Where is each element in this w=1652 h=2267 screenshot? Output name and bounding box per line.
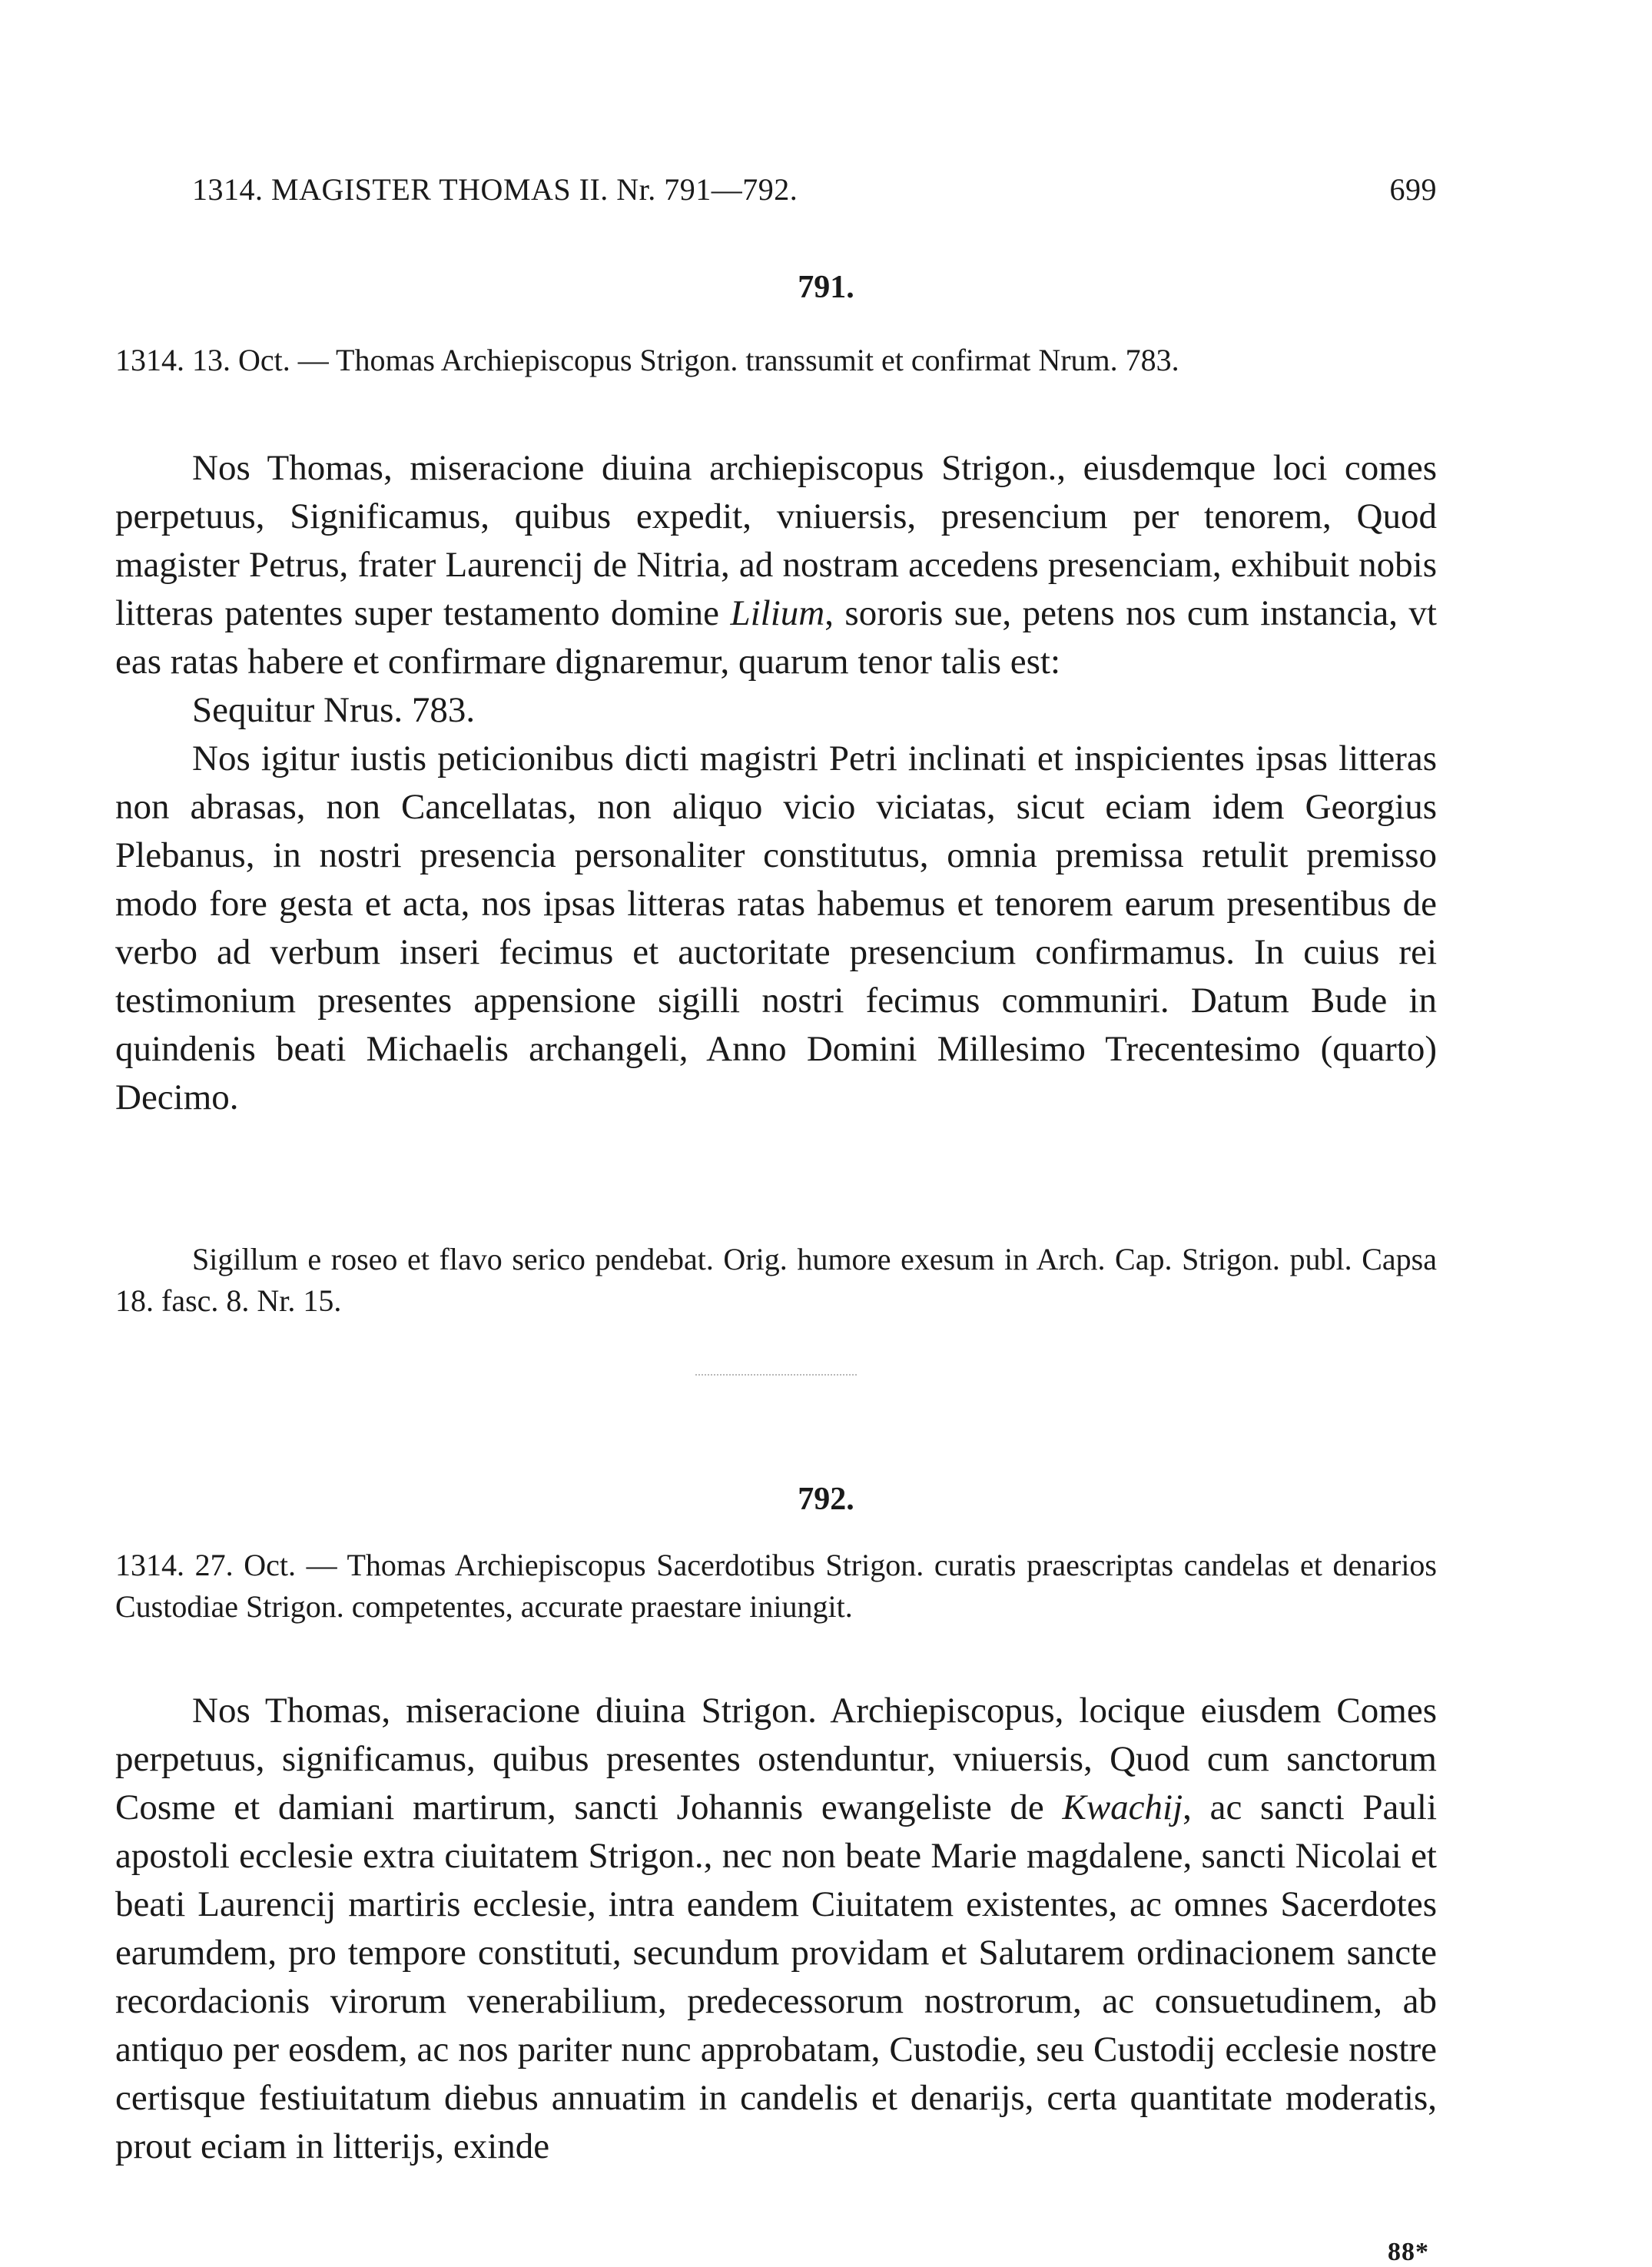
- document-number-792: 792.: [798, 1482, 854, 1517]
- sequitur-line: Sequitur Nrus. 783.: [192, 690, 476, 730]
- archival-note-791: [115, 1239, 1437, 1322]
- paragraph-791-1-text-b: , sororis sue, petens nos cum instancia, vt eas ratas habere et confirmare dignaremur, quarum tenor talis est:: [115, 593, 1437, 682]
- archival-note-text: Sigillum e roseo et flavo serico pendebat. Orig. humore exesum in Arch. Cap. Strigon. publ. Capsa 18. fasc. 8. Nr. 15.: [115, 1242, 1437, 1318]
- paragraph-792-1: [115, 1687, 1437, 2171]
- name-lilium: Lilium: [730, 593, 825, 633]
- paragraph-792-1-text-a: Nos Thomas, miseracione diuina Strigon. Archiepiscopus, locique eiusdem Comes perpetuus, significamus, quibus presentes ostenduntur, vniuersis, Quod cum sanctorum Cosme et damiani martirum, sancti Johannis ewangeliste de: [115, 1691, 1437, 1827]
- paragraph-791-2: Nos igitur iustis peticionibus dicti magistri Petri inclinati et inspicientes ipsas litteras non abrasas, non Cancellatas, non aliquo vicio viciatas, sicut eciam idem Georgius Plebanus, in nostri presencia personaliter constitutus, omnia premissa retulit premisso modo fore gesta et acta, nos ipsas litteras ratas habemus et tenorem earum presentibus de verbo ad verbum inseri fecimus et auctoritate presencium confirmamus. In cuius rei testimonium presentes appensione sigilli nostri fecimus communiri. Datum Bude in quindenis beati Michaelis archangeli, Anno Domini Millesimo Trecentesimo (quarto) Decimo.: [115, 739, 1437, 1117]
- signature-mark: 88*: [1388, 2238, 1429, 2266]
- paragraph-791-1-text-a: Nos Thomas, miseracione diuina archiepiscopus Strigon., eiusdemque loci comes perpetuus, Significamus, quibus expedit, vniuersis, presencium per tenorem, Quod magister Petrus, frater Laurencij de Nitria, ad nostram accedens presenciam, exhibuit nobis litteras patentes super testamento domine: [115, 448, 1437, 633]
- regest-791: 1314. 13. Oct. — Thomas Archiepiscopus Strigon. transsumit et confirmat Nrum. 783.: [115, 343, 1179, 377]
- paragraph-791-1: [115, 444, 1437, 686]
- document-body-792: [115, 1687, 1437, 2171]
- document-body-791: [115, 444, 1437, 1122]
- running-title: 1314. MAGISTER THOMAS II. Nr. 791—792.: [192, 172, 798, 207]
- document-number-791: 791.: [798, 270, 854, 305]
- regest-792: 1314. 27. Oct. — Thomas Archiepiscopus Sacerdotibus Strigon. curatis praescriptas candelas et denarios Custodiae Strigon. competentes, accurate praestare iniungit.: [115, 1548, 1437, 1624]
- name-kwachij: Kwachij: [1062, 1787, 1183, 1827]
- separator-rule: [695, 1374, 857, 1376]
- page-number: 699: [1389, 172, 1437, 207]
- paragraph-792-1-text-b: , ac sancti Pauli apostoli ecclesie extra ciuitatem Strigon., nec non beate Marie magdalene, sancti Nicolai et beati Laurencij martiris ecclesie, intra eandem Ciuitatem existentes, ac omnes Sacerdotes earumdem, pro tempore constituti, secundum providam et Salutarem ordinacionem sancte recordacionis virorum venerabilium, predecessorum nostrorum, ac consuetudinem, ab antiquo per eosdem, ac nos pariter nunc approbatam, Custodie, seu Custodij ecclesie nostre certisque festiuitatum diebus annuatim in candelis et denarijs, certa quantitate moderatis, prout eciam in litterijs, exinde: [115, 1787, 1437, 2166]
